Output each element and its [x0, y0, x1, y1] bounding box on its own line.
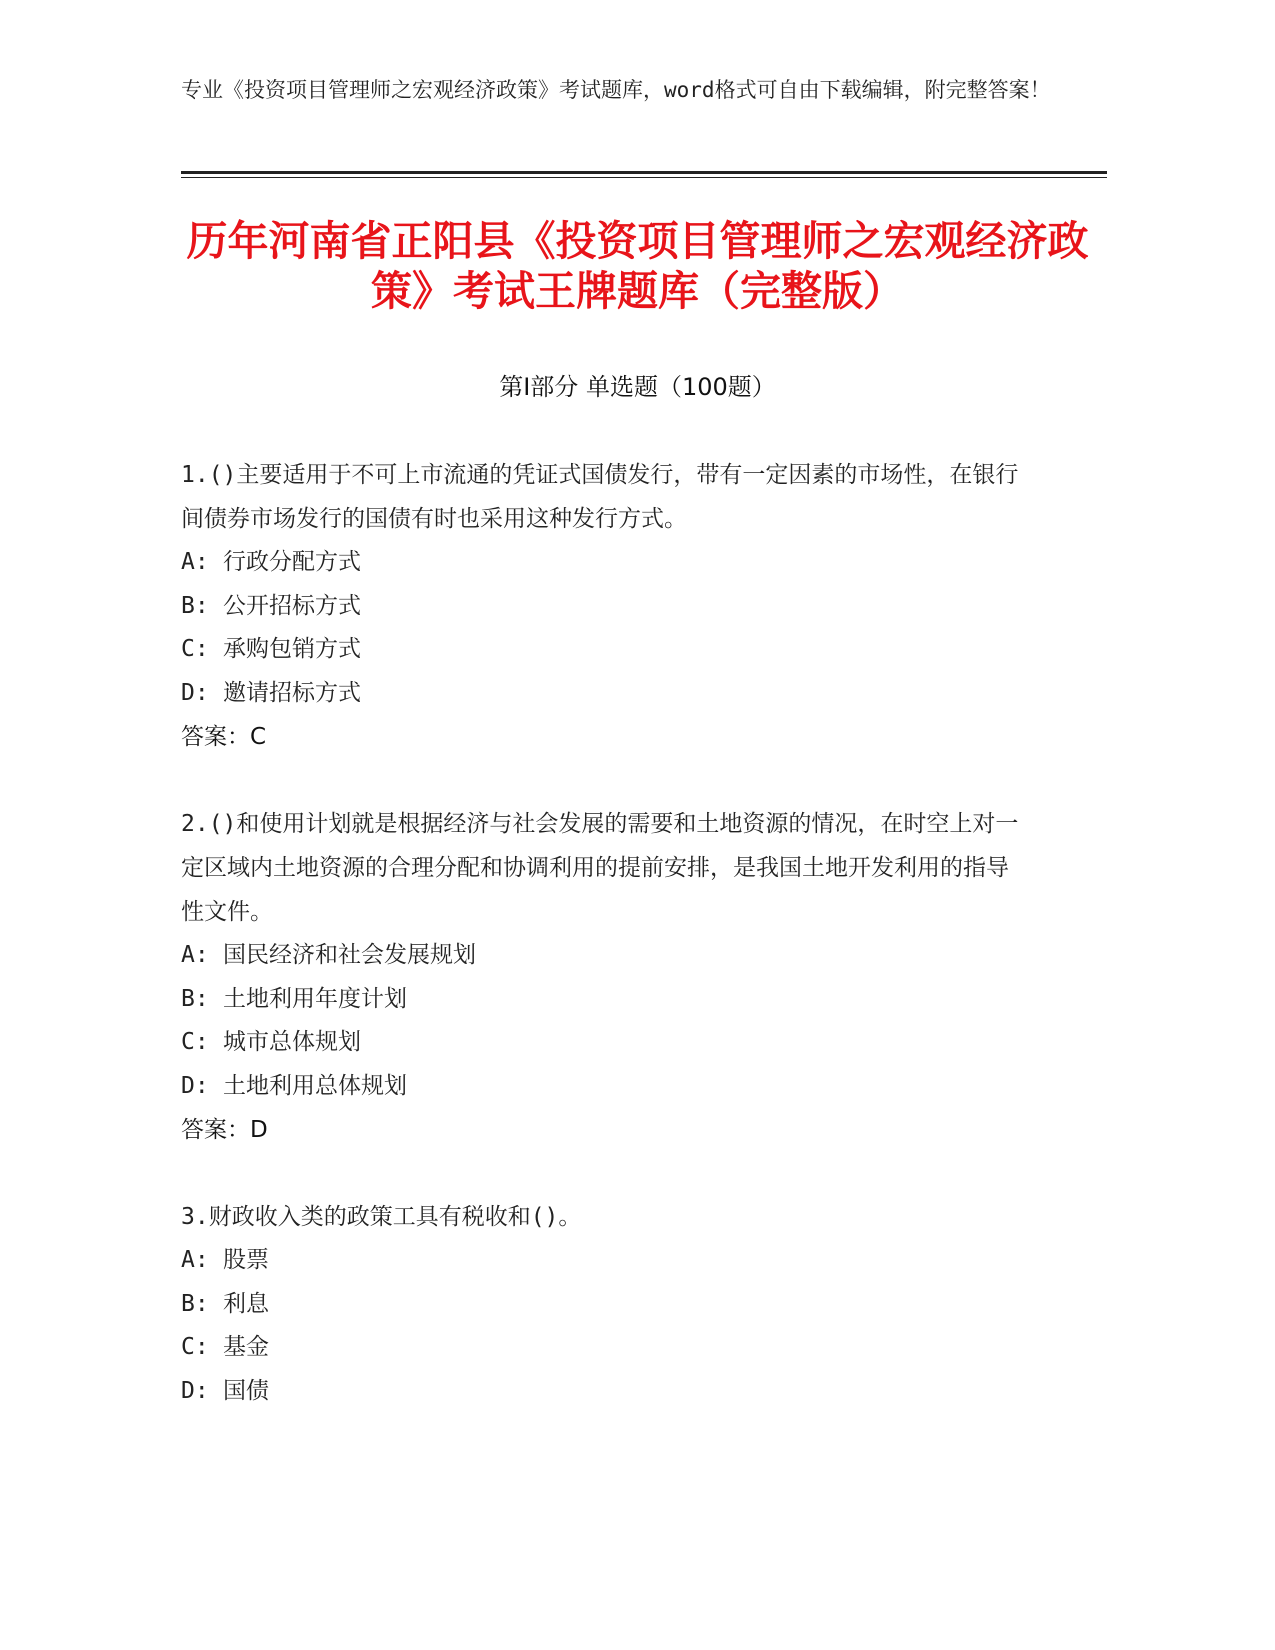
- answer-line: 答案：C: [181, 724, 267, 750]
- option-key: B:: [181, 592, 209, 619]
- option-b: [181, 585, 1021, 629]
- option-text: 土地利用总体规划: [223, 1072, 407, 1099]
- option-text: 国民经济和社会发展规划: [223, 942, 476, 968]
- option-key: A:: [181, 942, 209, 968]
- option-key: C:: [181, 636, 209, 662]
- option-text: 利息: [223, 1290, 269, 1317]
- option-d: [181, 1065, 1021, 1109]
- option-a: [181, 934, 1021, 978]
- question-stem: 1.()主要适用于不可上市流通的凭证式国债发行，带有一定因素的市场性，在银行间债券市场发行的国债有时也采用这种发行方式。: [181, 462, 1019, 532]
- header-divider-thin: [181, 177, 1107, 178]
- answer-line: 答案：D: [181, 1117, 268, 1143]
- option-c: [181, 1021, 1021, 1065]
- option-text: 承购包销方式: [223, 636, 361, 662]
- option-a: [181, 1239, 1021, 1283]
- option-key: A:: [181, 549, 209, 575]
- document-title: 历年河南省正阳县《投资项目管理师之宏观经济政策》考试王牌题库（完整版）: [186, 217, 1089, 315]
- question-2: [181, 802, 1021, 1152]
- option-b: [181, 978, 1021, 1022]
- question-1: [181, 453, 1021, 759]
- option-key: D:: [181, 1377, 209, 1404]
- option-b: [181, 1283, 1021, 1327]
- option-text: 城市总体规划: [223, 1029, 361, 1055]
- option-text: 土地利用年度计划: [223, 985, 407, 1012]
- question-stem: 3.财政收入类的政策工具有税收和()。: [181, 1204, 582, 1230]
- option-c: [181, 628, 1021, 672]
- header-note: 专业《投资项目管理师之宏观经济政策》考试题库，word格式可自由下载编辑，附完整答案！: [181, 78, 1051, 102]
- option-key: D:: [181, 1072, 209, 1099]
- option-c: [181, 1326, 1021, 1370]
- option-text: 基金: [223, 1334, 269, 1360]
- option-text: 公开招标方式: [223, 592, 361, 619]
- option-text: 股票: [223, 1247, 269, 1273]
- option-d: [181, 1370, 1021, 1414]
- option-a: [181, 541, 1021, 585]
- option-text: 邀请招标方式: [223, 679, 361, 706]
- option-d: [181, 672, 1021, 716]
- option-key: B:: [181, 985, 209, 1012]
- option-key: C:: [181, 1334, 209, 1360]
- option-key: D:: [181, 679, 209, 706]
- option-key: C:: [181, 1029, 209, 1055]
- option-key: B:: [181, 1290, 209, 1317]
- section-title: 第Ⅰ部分 单选题（100题）: [499, 373, 776, 401]
- option-text: 国债: [223, 1377, 269, 1404]
- option-text: 行政分配方式: [223, 549, 361, 575]
- option-key: A:: [181, 1247, 209, 1273]
- question-3: [181, 1195, 1021, 1413]
- header-divider-thick: [181, 171, 1107, 174]
- question-stem: 2.()和使用计划就是根据经济与社会发展的需要和土地资源的情况，在时空上对一定区域内土地资源的合理分配和协调利用的提前安排，是我国土地开发利用的指导性文件。: [181, 811, 1019, 925]
